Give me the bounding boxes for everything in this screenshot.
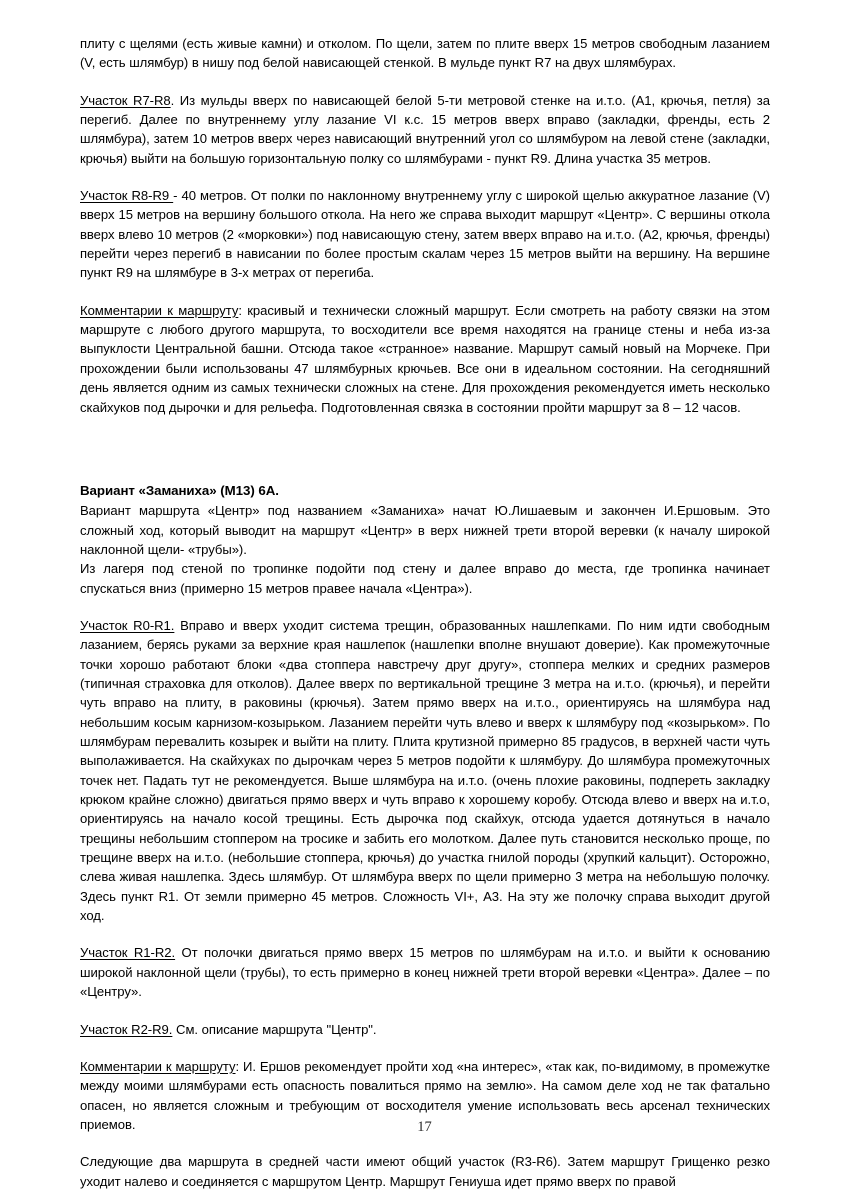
section-r2-r9-text: См. описание маршрута "Центр". [172, 1021, 377, 1037]
comments-first-label: Комментарии к маршруту [80, 302, 239, 318]
section-r7-r8 [80, 91, 770, 168]
section-spacer [80, 435, 770, 481]
route-approach-paragraph: Из лагеря под стеной по тропинке подойти под стену и далее вправо до места, где тропинка начинает спускаться вниз (примерно 15 метров правее начала «Центра»). [80, 561, 770, 596]
section-r8-r9 [80, 186, 770, 283]
closing-paragraph: Следующие два маршрута в средней части имеют общий участок (R3-R6). Затем маршрут Грищенко резко уходит налево и соединяется с маршрутом Центр. Маршрут Гениуша идет прямо вверх по правой [80, 1154, 770, 1189]
page-number: 17 [417, 1119, 432, 1135]
section-r1-r2-text: От полочки двигаться прямо вверх 15 метров по шлямбурам на и.т.о. и выйти к основанию широкой наклонной щели (трубы), то есть примерно в конец нижней трети второй веревки «Центра». Далее – по «Центру». [80, 945, 770, 1000]
section-r1-r2 [80, 943, 770, 1001]
comments-first-text: : красивый и технически сложный маршрут. Если смотреть на работу связки на этом маршруте с любого другого маршрута, то восходители все время находятся на границе стены и неба из-за выпуклости Центральной башни. Отсюда такое «странное» название. Маршрут самый новый на Морчеке. При прохождении были использованы 47 шлямбурных крючьев. Все они в идеальном состоянии. На сегодняшний день является одним из самых технически сложных на стене. Для прохождения рекомендуется иметь несколько скайхуков под дырочки и для рельефа. Подготовленная связка в состоянии пройти маршрут за 8 – 12 часов. [80, 302, 770, 415]
section-r2-r9 [80, 1020, 770, 1039]
section-r8-r9-text: - 40 метров. От полки по наклонному внутреннему углу с широкой щелью аккуратное лазание (V) вверх 15 метров на вершину большого откола. На него же справа выходит маршрут «Центр». С вершины откола вверх влево 10 метров (2 «морковки») под нависающую стену, затем вверх вправо на и.т.о. (А2, крючья, френды) перейти через перегиб в нависании по более простым скалам через 15 метров выйти на вершину. На вершине пункт R9 на шлямбуре в 3-х метрах от перегиба. [80, 188, 770, 281]
section-r0-r1-label: Участок R0-R1. [80, 617, 175, 633]
route-heading: Вариант «Заманиха» (М13) 6А. [80, 482, 279, 498]
section-r1-r2-label: Участок R1-R2. [80, 945, 176, 961]
section-r0-r1 [80, 616, 770, 926]
paragraph-continued: плиту с щелями (есть живые камни) и отколом. По щели, затем по плите вверх 15 метров свободным лазанием (V, есть шлямбур) в нишу под белой нависающей стенкой. В мульде пункт R7 на двух шлямбурах. [80, 36, 770, 71]
comments-second-label: Комментарии к маршруту [80, 1058, 236, 1074]
section-r7-r8-text: . Из мульды вверх по нависающей белой 5-ти метровой стенке на и.т.о. (А1, крючья, петля) за перегиб. Далее по внутреннему углу лазание VI к.с. 15 метров вверх вправо (закладки, френды, есть 2 шлямбура), затем 10 метров вверх через нависающий внутренний угол со шлямбуром на левой стене (закладки, крючья) выйти на большую горизонтальную полку со шлямбурами - пункт R9. Длина участка 35 метров. [80, 92, 770, 166]
section-r7-r8-label: Участок R7-R8 [80, 92, 171, 108]
route-intro-paragraph: Вариант маршрута «Центр» под названием «Заманиха» начат Ю.Лишаевым и закончен И.Ершовым. Это сложный ход, который выводит на маршрут «Центр» в верх нижней трети второй веревки (к началу широкой наклонной щели- «трубы»). [80, 503, 770, 557]
section-r8-r9-label: Участок R8-R9 [80, 188, 174, 204]
comments-second-text: : И. Ершов рекомендует пройти ход «на интерес», «так как, по-видимому, в промежутке между моими шлямбурами есть опасность повалиться прямо на землю». На самом деле ход не так фатально опасен, но является сложным и требующим от восходителя умение использовать весь арсенал технических приемов. [80, 1058, 770, 1132]
section-r2-r9-label: Участок R2-R9. [80, 1021, 173, 1037]
comments-first [80, 301, 770, 417]
section-r0-r1-text: Вправо и вверх уходит система трещин, образованных нашлепками. По ним идти свободным лазанием, берясь руками за верхние края нашлепок (нашлепки вполне внушают доверие). Как промежуточные точки хорошо работают блоки «два стоппера навстречу друг другу», стоппера мелких и средних размеров (типичная страховка для отколов). Далее вверх по вертикальной трещине 3 метра на и.т.о. (крючья), и перейти чуть вправо на плиту, в раковины (крючья). Затем прямо вверх на и.т.о., ориентируясь на шлямбура над небольшим косым карнизом-козырьком. Лазанием перейти чуть влево и вверх к шлямбуру под «козырьком». По шлямбурам перевалить козырек и выйти на плиту. Плита крутизной примерно 85 градусов, в верхней части чуть выполаживается. На скайхуках по дырочкам через 5 метров подойти к шлямбуру. До шлямбура промежуточных точек нет. Падать тут не рекомендуется. Выше шлямбура на и.т.о. (очень плохие раковины, подпереть закладку крюком крайне сложно) двигаться прямо вверх и чуть вправо к хорошему коробу. Отсюда влево и вверх на и.т.о, ориентируясь на начало косой трещины. Есть дырочка под скайхук, отсюда удается дотянуться в начало трещины небольшим стоппером на тросике и забить его молотком. Далее путь становится несколько проще, по трещине вверх на и.т.о. (небольшие стоппера, крючья) до участка гнилой породы (хрупкий кальцит). Осторожно, слева живая нашлепка. Здесь шлямбур. От шлямбура вверх по щели примерно 3 метра на небольшую полочку. Здесь пункт R1. От земли примерно 45 метров. Сложность VI+, А3. На эту же полочку справа выходит другой ход. [80, 617, 771, 924]
